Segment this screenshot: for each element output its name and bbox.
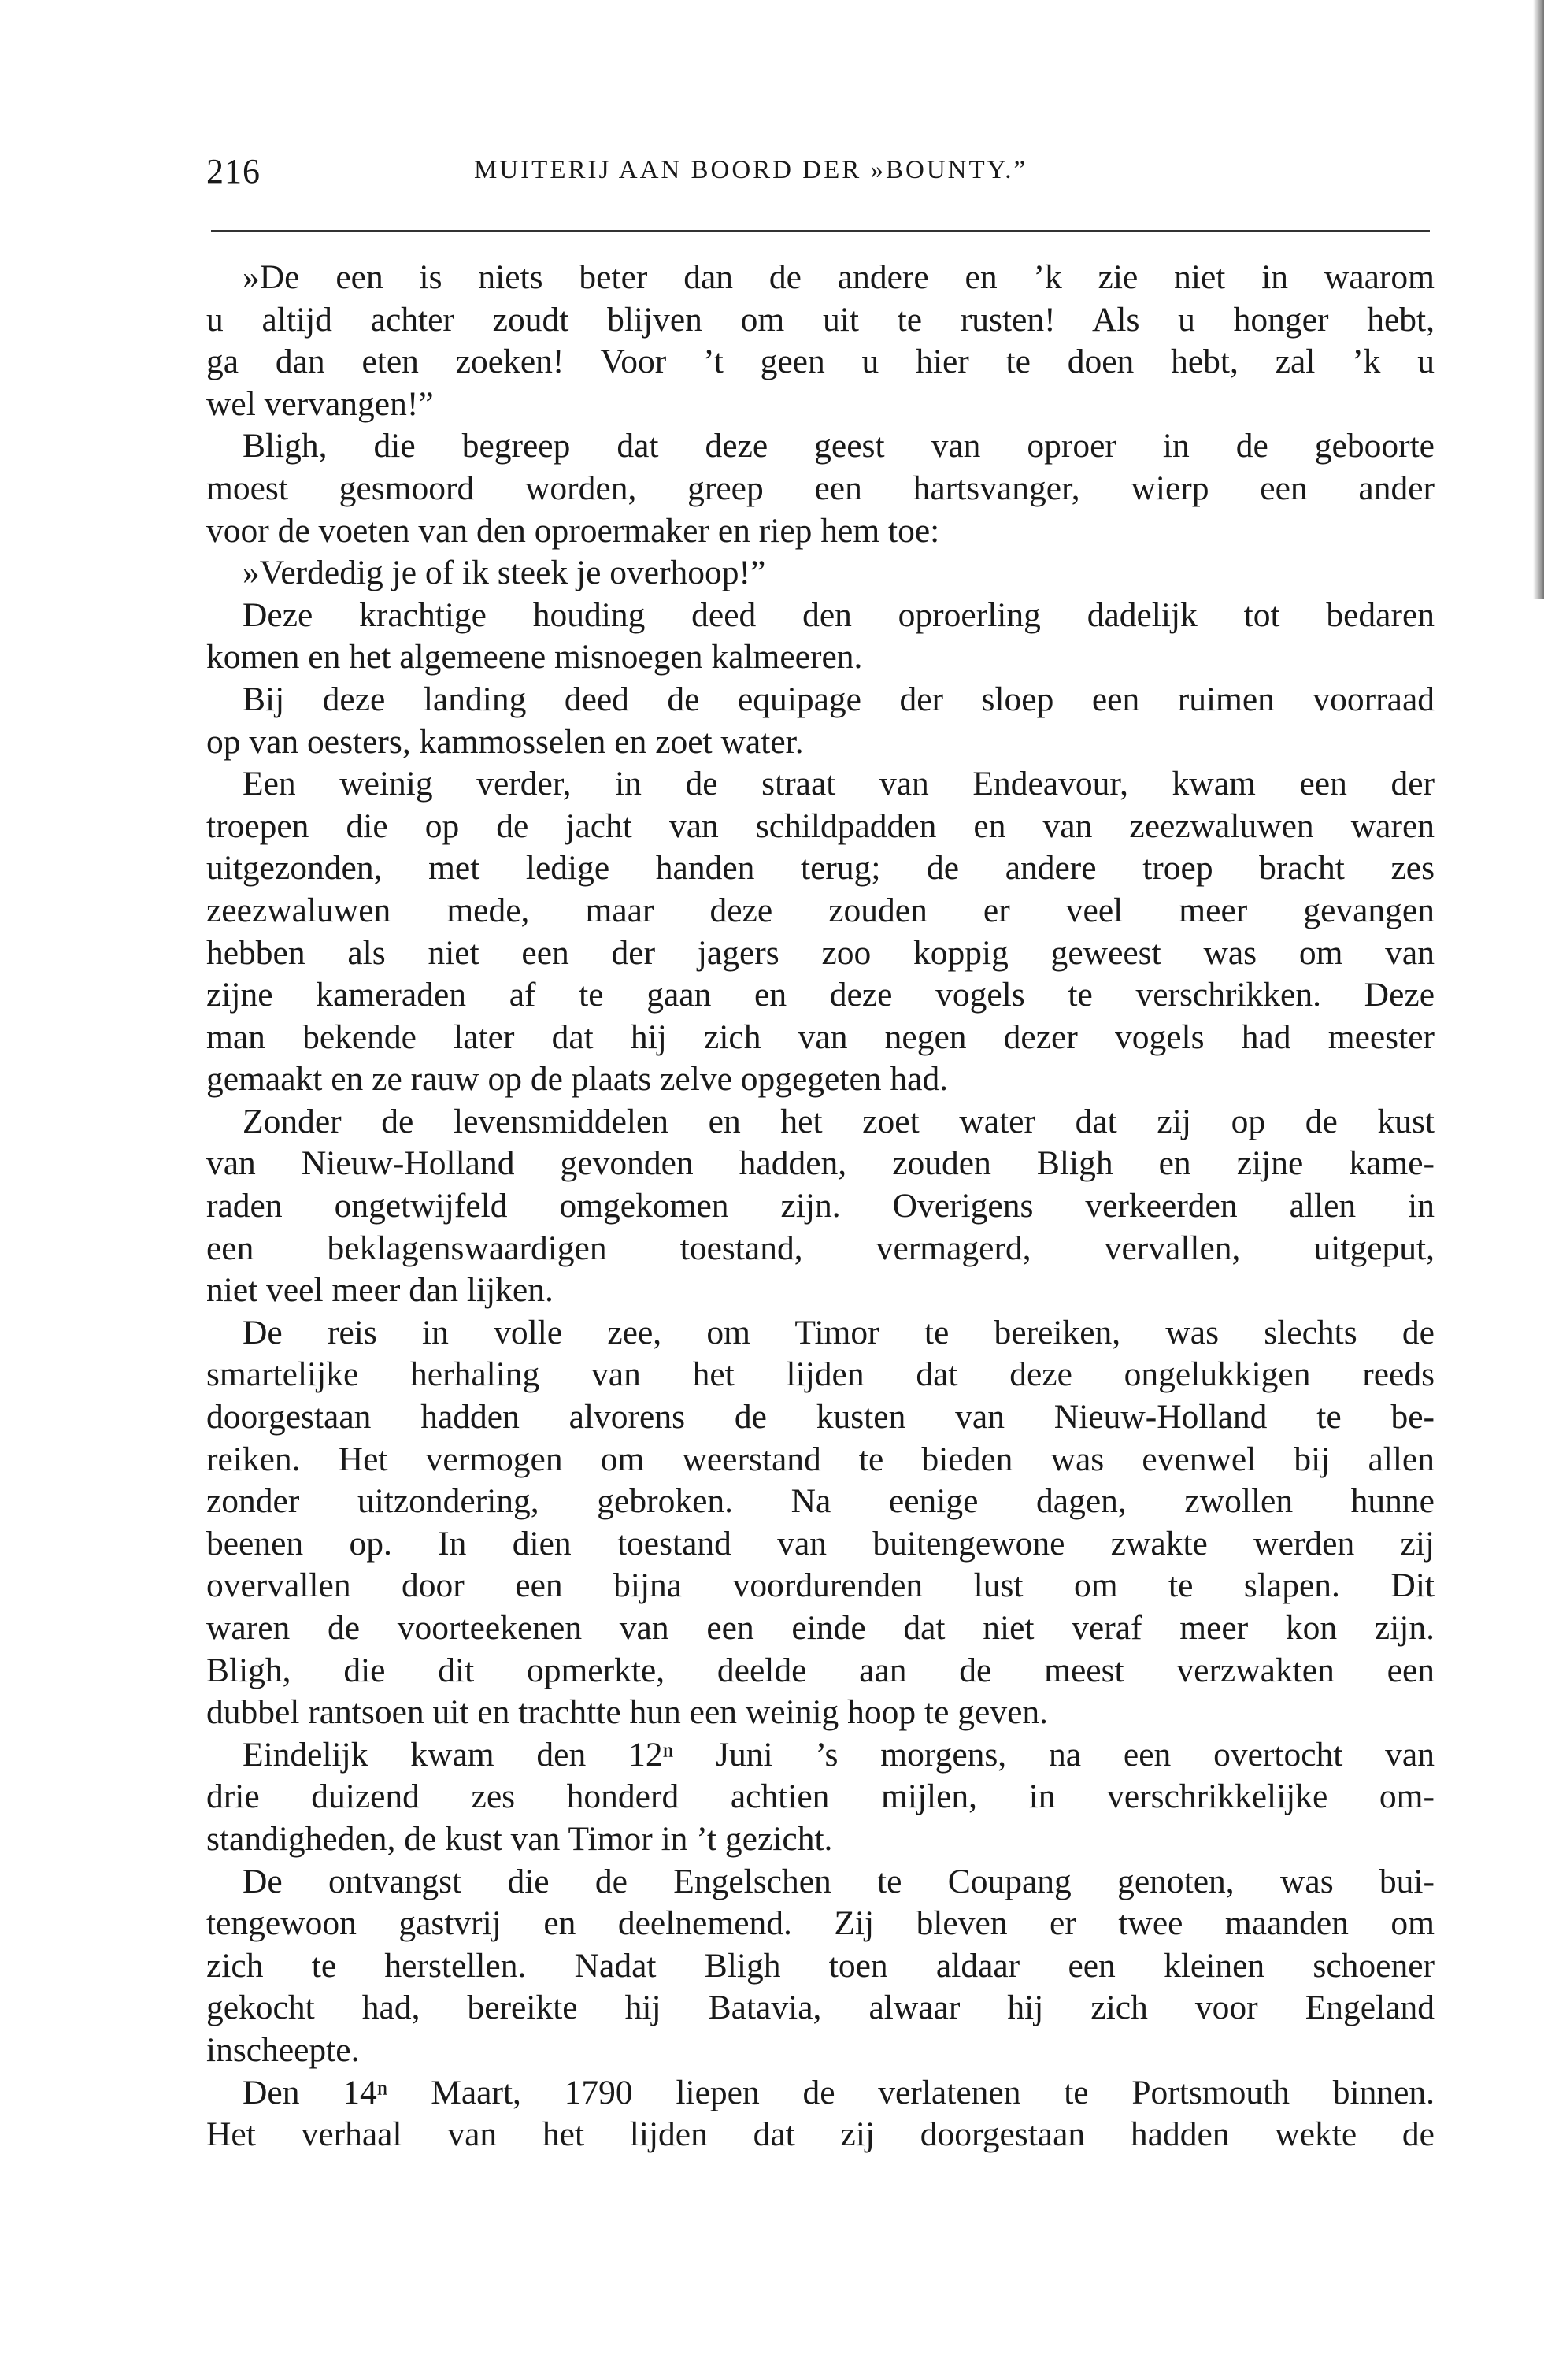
header-rule bbox=[211, 230, 1430, 232]
text-line: standigheden, de kust van Timor in ’t gezicht. bbox=[206, 1819, 833, 1858]
text-line: wel vervangen!” bbox=[206, 384, 434, 423]
text-line: »De een is niets beter dan de andere en ’k zie niet in waarom bbox=[243, 258, 1435, 296]
text-line: »Verdedig je of ik steek je overhoop!” bbox=[243, 554, 766, 592]
page-number: 216 bbox=[206, 152, 261, 191]
text-line: waren de voorteekenen van een einde dat niet veraf meer kon zijn. bbox=[206, 1609, 1435, 1647]
text-line: van Nieuw-Holland gevonden hadden, zouden Bligh en zijne kame- bbox=[206, 1144, 1435, 1183]
text-line: Bligh, die begreep dat deze geest van oproer in de geboorte bbox=[243, 427, 1435, 465]
text-line: gekocht had, bereikte hij Batavia, alwaar hij zich voor Engeland bbox=[206, 1989, 1435, 2027]
body-text bbox=[206, 257, 1435, 2156]
text-line: niet veel meer dan lijken. bbox=[206, 1271, 554, 1310]
text-line: raden ongetwijfeld omgekomen zijn. Overigens verkeerden allen in bbox=[206, 1187, 1435, 1225]
text-line: Bij deze landing deed de equipage der sloep een ruimen voorraad bbox=[243, 680, 1435, 718]
text-line: ga dan eten zoeken! Voor ’t geen u hier te doen hebt, zal ’k u bbox=[206, 343, 1435, 381]
text-line: zijne kameraden af te gaan en deze vogels te verschrikken. Deze bbox=[206, 976, 1435, 1014]
text-line: Een weinig verder, in de straat van Endeavour, kwam een der bbox=[243, 765, 1435, 803]
text-line: Deze krachtige houding deed den oproerling dadelijk tot bedaren bbox=[243, 595, 1435, 634]
text-line: drie duizend zes honderd achtien mijlen, in verschrikkelijke om- bbox=[206, 1778, 1435, 1816]
text-line: smartelijke herhaling van het lijden dat deze ongelukkigen reeds bbox=[206, 1355, 1435, 1394]
text-line: De reis in volle zee, om Timor te bereiken, was slechts de bbox=[243, 1313, 1435, 1351]
scan-edge-shadow bbox=[1533, 0, 1544, 599]
text-line: zich te herstellen. Nadat Bligh toen aldaar een kleinen schoener bbox=[206, 1946, 1435, 1985]
text-line: moest gesmoord worden, greep een hartsvanger, wierp een ander bbox=[206, 469, 1435, 507]
page-header bbox=[206, 151, 1435, 198]
text-line: u altijd achter zoudt blijven om uit te rusten! Als u honger hebt, bbox=[206, 300, 1435, 339]
text-line: Het verhaal van het lijden dat zij doorgestaan hadden wekte de bbox=[206, 2115, 1435, 2154]
text-line: doorgestaan hadden alvorens de kusten van Nieuw-Holland te be- bbox=[206, 1398, 1435, 1437]
text-line: tengewoon gastvrij en deelnemend. Zij bleven er twee maanden om bbox=[206, 1904, 1435, 1943]
text-line: overvallen door een bijna voordurenden lust om te slapen. Dit bbox=[206, 1566, 1435, 1605]
text-line: Eindelijk kwam den 12ⁿ Juni ’s morgens, na een overtocht van bbox=[243, 1735, 1435, 1774]
text-line: zonder uitzondering, gebroken. Na eenige dagen, zwollen hunne bbox=[206, 1482, 1435, 1521]
text-line: man bekende later dat hij zich van negen dezer vogels had meester bbox=[206, 1018, 1435, 1056]
text-line: voor de voeten van den oproermaker en riep hem toe: bbox=[206, 511, 940, 550]
text-line: zeezwaluwen mede, maar deze zouden er veel meer gevangen bbox=[206, 891, 1435, 929]
text-line: inscheepte. bbox=[206, 2030, 360, 2069]
text-line: uitgezonden, met ledige handen terug; de andere troep bracht zes bbox=[206, 849, 1435, 888]
text-line: Zonder de levensmiddelen en het zoet water dat zij op de kust bbox=[243, 1102, 1435, 1140]
text-line: dubbel rantsoen uit en trachtte hun een weinig hoop te geven. bbox=[206, 1693, 1049, 1732]
running-title: MUITERIJ AAN BOORD DER »BOUNTY.” bbox=[474, 156, 1028, 184]
text-line: komen en het algemeene misnoegen kalmeeren. bbox=[206, 638, 863, 677]
text-line: hebben als niet een der jagers zoo koppig geweest was om van bbox=[206, 933, 1435, 972]
text-line: troepen die op de jacht van schildpadden en van zeezwaluwen waren bbox=[206, 806, 1435, 845]
text-line: Den 14ⁿ Maart, 1790 liepen de verlatenen te Portsmouth binnen. bbox=[243, 2073, 1435, 2111]
text-line: op van oesters, kammosselen en zoet water. bbox=[206, 722, 804, 761]
text-line: beenen op. In dien toestand van buitengewone zwakte werden zij bbox=[206, 1524, 1435, 1563]
text-line: reiken. Het vermogen om weerstand te bieden was evenwel bij allen bbox=[206, 1440, 1435, 1478]
text-line: gemaakt en ze rauw op de plaats zelve opgegeten had. bbox=[206, 1060, 949, 1099]
text-line: een beklagenswaardigen toestand, vermagerd, vervallen, uitgeput, bbox=[206, 1229, 1435, 1267]
text-line: De ontvangst die de Engelschen te Coupang genoten, was bui- bbox=[243, 1862, 1435, 1900]
text-line: Bligh, die dit opmerkte, deelde aan de meest verzwakten een bbox=[206, 1651, 1435, 1689]
